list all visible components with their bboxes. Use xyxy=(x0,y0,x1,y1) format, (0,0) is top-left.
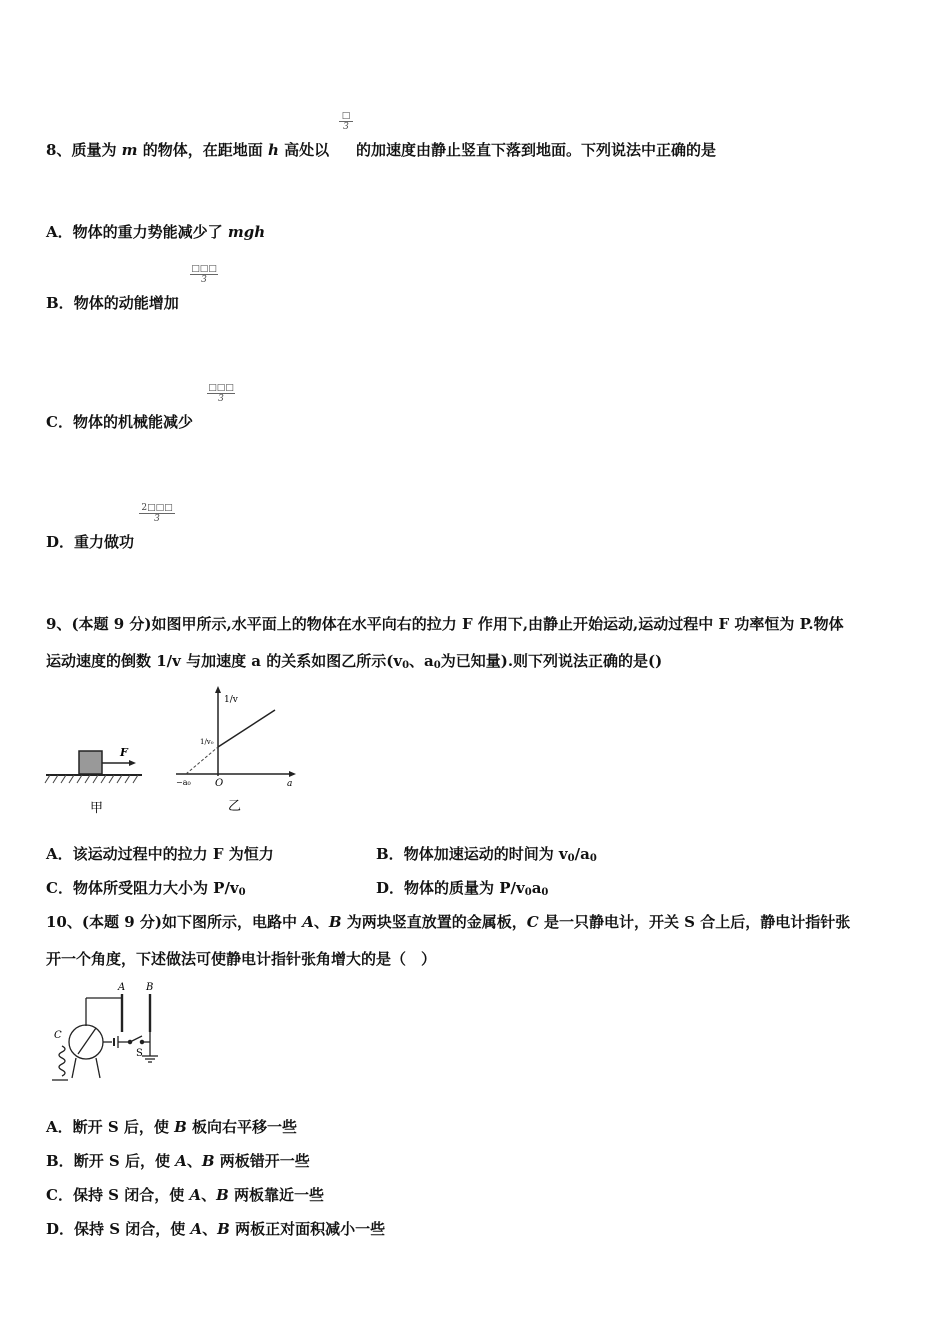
q9-text-2b: 、a xyxy=(409,652,434,670)
option-var: B xyxy=(174,1118,187,1136)
option-label: B． xyxy=(376,845,404,863)
q10-stem-line2: 开一个角度，下述做法可使静电计指针张角增大的是（ ） xyxy=(46,950,437,968)
frac-denominator: 3 xyxy=(218,394,224,404)
label-yi: 乙 xyxy=(228,799,242,814)
option-text: 重力做功 xyxy=(74,533,135,551)
q9-number: 9、 xyxy=(46,615,72,633)
option-text: 保持 S 闭合，使 xyxy=(72,1186,190,1204)
q9-text-2a: 运动速度的倒数 1/v 与加速度 a 的关系如图乙所示(v xyxy=(46,652,403,670)
frac-denominator: 3 xyxy=(343,122,349,132)
q8-stem xyxy=(46,140,329,160)
option-var: A xyxy=(189,1186,202,1204)
q9-stem-line2 xyxy=(46,651,662,676)
x-axis-arrow xyxy=(289,771,296,777)
q10-text-1a: (本题 9 分)如下图所示，电路中 xyxy=(81,913,303,931)
subscript: 0 xyxy=(589,853,597,864)
option-text: 断开 S 后，使 xyxy=(72,1118,175,1136)
option-label: D． xyxy=(46,533,75,551)
label-origin: O xyxy=(215,778,224,789)
option-text: 物体加速运动的时间为 v xyxy=(403,845,568,863)
q8-option-d xyxy=(46,532,134,552)
label-neg-a0: −a₀ xyxy=(176,778,191,787)
option-label: B． xyxy=(46,1152,74,1170)
option-text: 保持 S 闭合，使 xyxy=(74,1220,191,1238)
q8-text-1: 质量为 xyxy=(71,141,122,159)
frac-numerator: □□□ xyxy=(208,383,234,393)
label-inv-v: 1/v xyxy=(224,695,238,705)
q9-figure-yi xyxy=(172,686,307,816)
subscript: 0 xyxy=(567,853,575,864)
q10-stem-line1 xyxy=(46,912,850,932)
subscript: 0 xyxy=(433,660,441,671)
option-label: C． xyxy=(46,413,73,431)
ground-spring xyxy=(59,1046,65,1076)
q10-var-a: A xyxy=(302,913,314,931)
option-var: A xyxy=(190,1220,203,1238)
q10-option-d xyxy=(46,1219,385,1239)
q8-text-3: 高处以 xyxy=(278,141,330,159)
q10-number: 10、 xyxy=(46,913,82,931)
q8-option-b-fraction xyxy=(190,264,218,285)
q9-option-a xyxy=(46,844,274,864)
q10-var-b: B xyxy=(328,913,342,931)
option-text-post: 两板错开一些 xyxy=(214,1152,310,1170)
electrometer-stand-right xyxy=(96,1058,100,1078)
label-electrometer: C xyxy=(54,1030,62,1041)
option-sep: 、 xyxy=(186,1152,202,1170)
electrometer-needle xyxy=(78,1028,96,1054)
option-text: 物体的机械能减少 xyxy=(72,413,193,431)
option-var: A xyxy=(175,1152,187,1170)
frac-numerator: □□□ xyxy=(191,264,217,274)
q10-circuit-figure xyxy=(42,980,182,1095)
subscript: 0 xyxy=(238,887,246,898)
label-switch: S xyxy=(136,1048,143,1059)
option-text: 物体所受阻力大小为 P/v xyxy=(72,879,239,897)
q10-sep: 、 xyxy=(313,913,329,931)
q10-text-1b: 为两块竖直放置的金属板， xyxy=(341,913,527,931)
subscript: 0 xyxy=(541,887,549,898)
electrometer-stand-left xyxy=(72,1058,76,1078)
option-text: 断开 S 后，使 xyxy=(73,1152,176,1170)
frac-denominator: 3 xyxy=(201,275,207,285)
option-label: C． xyxy=(46,1186,73,1204)
option-text: 物体的重力势能减少了 xyxy=(72,223,228,241)
q9-option-b xyxy=(376,844,597,869)
label-plate-a: A xyxy=(118,982,126,993)
q9-option-c xyxy=(46,878,246,903)
q10-var-c: C xyxy=(526,913,539,931)
force-label: F xyxy=(120,746,128,759)
option-sep: 、 xyxy=(201,1186,217,1204)
option-text-mid: /a xyxy=(574,845,590,863)
graph-line xyxy=(218,710,275,747)
q9-figure-jia xyxy=(44,690,144,820)
option-text-post: 两板靠近一些 xyxy=(228,1186,325,1204)
label-inv-v0: 1/v₀ xyxy=(200,738,214,746)
q8-option-c xyxy=(46,412,193,432)
option-text-post: 两板正对面积减小一些 xyxy=(229,1220,386,1238)
ground-hatching xyxy=(45,775,138,783)
q9-text-2c: 为已知量).则下列说法正确的是() xyxy=(440,652,663,670)
dashed-extension xyxy=(186,747,218,774)
q8-text-2: 的物体，在距地面 xyxy=(137,141,268,159)
label-jia: 甲 xyxy=(90,801,104,816)
q10-option-c xyxy=(46,1185,324,1205)
q8-option-d-fraction xyxy=(139,503,175,524)
subscript: 0 xyxy=(524,887,532,898)
block xyxy=(79,751,102,774)
option-label: C． xyxy=(46,879,73,897)
y-axis-arrow xyxy=(215,686,221,693)
option-var: B xyxy=(216,1186,229,1204)
label-a: a xyxy=(287,779,293,789)
frac-numerator: □ xyxy=(339,111,353,122)
option-label: D． xyxy=(376,879,405,897)
label-plate-b: B xyxy=(146,982,154,993)
q8-option-a xyxy=(46,222,265,242)
q8-option-b xyxy=(46,293,179,313)
q8-option-c-fraction xyxy=(207,383,235,404)
option-label: A． xyxy=(46,223,73,241)
option-sep: 、 xyxy=(202,1220,218,1238)
q9-text-1: (本题 9 分)如图甲所示,水平面上的物体在水平向右的拉力 F 作用下,由静止开始运动,运动过程中 F 功率恒为 P.物体 xyxy=(71,615,844,633)
option-var: B xyxy=(201,1152,215,1170)
force-arrow-head xyxy=(129,760,136,766)
option-label: A． xyxy=(46,1118,73,1136)
option-text-post: 板向右平移一些 xyxy=(186,1118,298,1136)
option-label: A． xyxy=(46,845,73,863)
option-text: 物体的动能增加 xyxy=(73,294,179,312)
q8-var-h: h xyxy=(268,141,279,159)
q10-text-1c: 是一只静电计，开关 S 合上后，静电计指针张 xyxy=(538,913,851,931)
option-text: 物体的质量为 P/v xyxy=(404,879,525,897)
q9-option-d xyxy=(376,878,548,903)
option-text: 该运动过程中的拉力 F 为恒力 xyxy=(72,845,274,863)
q8-number: 8、 xyxy=(46,141,72,159)
frac-numerator: 2□□□ xyxy=(139,503,175,514)
q10-option-b xyxy=(46,1151,310,1171)
q8-var-m: m xyxy=(121,141,138,159)
q8-acceleration-fraction xyxy=(339,111,353,132)
option-label: D． xyxy=(46,1220,75,1238)
option-label: B． xyxy=(46,294,74,312)
option-text-mid: a xyxy=(531,879,542,897)
q10-option-a xyxy=(46,1117,297,1137)
subscript: 0 xyxy=(402,660,410,671)
q8-stem-tail: 的加速度由静止竖直下落到地面。下列说法中正确的是 xyxy=(356,141,717,159)
q9-stem-line1 xyxy=(46,614,844,634)
option-var: B xyxy=(217,1220,230,1238)
frac-denominator: 3 xyxy=(154,514,160,524)
option-var-mgh: mgh xyxy=(227,223,266,241)
